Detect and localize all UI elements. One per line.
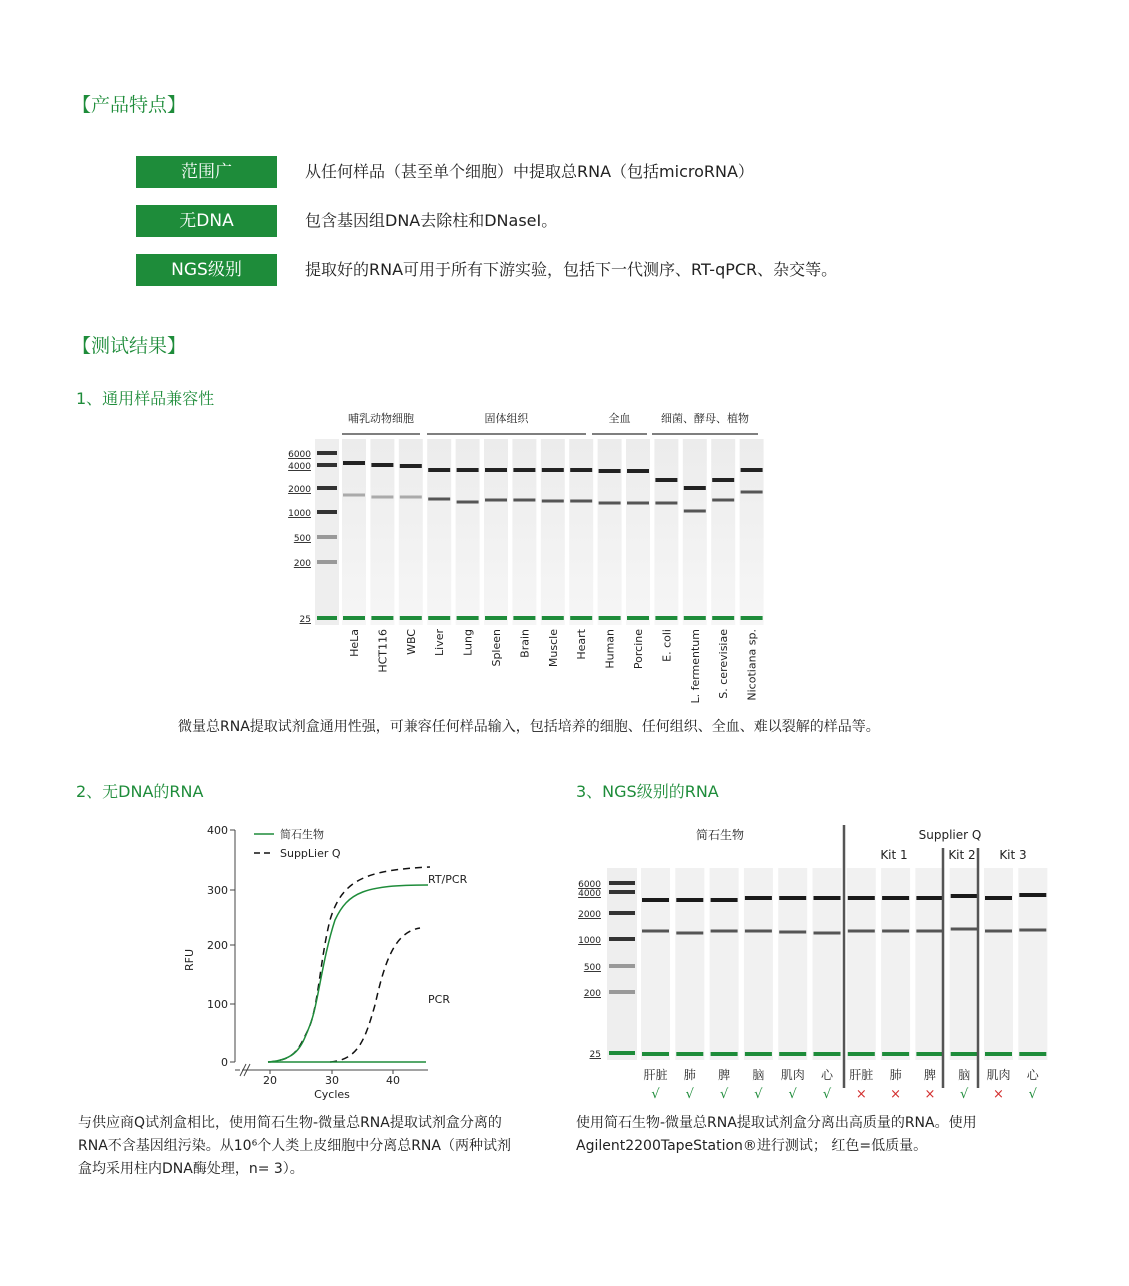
section-title-results: 【测试结果】: [72, 335, 187, 357]
rna-band-18s: [676, 932, 703, 935]
marker-band: [916, 1052, 943, 1056]
pass-mark-icon: √: [719, 1087, 729, 1102]
ladder-size-label: 500: [293, 534, 311, 544]
ladder-size-label: 500: [583, 963, 601, 973]
marker-band: [882, 1052, 909, 1056]
rna-band-18s: [627, 502, 649, 505]
sample-lane: [626, 439, 650, 625]
lane-label: Lung: [461, 629, 475, 656]
rna-band-18s: [457, 501, 479, 504]
marker-band: [655, 616, 677, 620]
ladder-size-label: 1000: [578, 936, 601, 946]
rna-band-18s: [599, 502, 621, 505]
marker-band: [814, 1052, 841, 1056]
fail-mark-icon: ×: [890, 1087, 902, 1102]
rna-band-18s: [570, 500, 592, 503]
sample-lane: [711, 439, 735, 625]
rna-band-18s: [711, 930, 738, 933]
marker-band: [513, 616, 535, 620]
marker-band: [745, 1052, 772, 1056]
rna-band-28s: [485, 468, 507, 472]
curve-supplier-q-pcr: [330, 928, 420, 1062]
lane-label: 脾: [923, 1068, 936, 1082]
sample-lane: [512, 439, 536, 625]
lane-label: Muscle: [546, 629, 560, 668]
rna-band-28s: [400, 464, 422, 468]
curve-supplier-q-rtpcr: [268, 867, 430, 1062]
rna-band-18s: [779, 931, 806, 934]
rna-band-18s: [513, 499, 535, 502]
lane-label: 脾: [718, 1068, 731, 1082]
x-tick-label: 20: [263, 1074, 277, 1087]
lane-label: 肌肉: [986, 1068, 1011, 1082]
fail-mark-icon: ×: [855, 1087, 867, 1102]
rna-band-28s: [985, 896, 1012, 900]
sample-lane: [641, 868, 670, 1060]
marker-band: [428, 616, 450, 620]
lane-label: 心: [1026, 1068, 1039, 1082]
ladder-band: [609, 990, 635, 994]
annotation-pcr: PCR: [428, 993, 450, 1006]
section-title-features: 【产品特点】: [72, 94, 187, 116]
sample-lane: [683, 439, 707, 625]
pass-mark-icon: √: [960, 1087, 969, 1102]
kit-label: Kit 1: [880, 848, 908, 862]
sample-lane: [342, 439, 366, 625]
ladder-size-label: 6000: [288, 450, 311, 460]
sample-lane: [484, 439, 508, 625]
marker-band: [779, 1052, 806, 1056]
lane-label: Human: [603, 629, 617, 669]
lane-label: Heart: [575, 629, 589, 660]
ladder-band: [317, 486, 337, 490]
y-tick-label: 300: [207, 884, 228, 897]
y-tick-label: 100: [207, 998, 228, 1011]
rna-band-18s: [882, 930, 909, 933]
rna-band-18s: [712, 499, 734, 502]
x-tick-label: 30: [325, 1074, 339, 1087]
marker-band: [684, 616, 706, 620]
y-tick-label: 400: [207, 824, 228, 837]
kit-label: Kit 3: [999, 848, 1027, 862]
ladder-band: [317, 510, 337, 514]
rna-band-28s: [916, 896, 943, 900]
y-tick-label: 200: [207, 939, 228, 952]
ladder-size-label: 2000: [578, 910, 601, 920]
marker-band: [676, 1052, 703, 1056]
fail-mark-icon: ×: [924, 1087, 936, 1102]
marker-band: [951, 1052, 978, 1056]
x-tick-label: 40: [386, 1074, 400, 1087]
ladder-band: [609, 911, 635, 915]
kit-label: Kit 2: [948, 848, 976, 862]
gel-image-ngs: [570, 820, 1055, 1110]
rna-band-18s: [542, 500, 564, 503]
lane-label: 脑: [958, 1068, 971, 1082]
feature-desc-range: 从任何样品（甚至单个细胞）中提取总RNA（包括microRNA）: [305, 162, 754, 181]
pass-mark-icon: √: [1028, 1087, 1037, 1102]
lane-label: 肌肉: [780, 1068, 805, 1082]
group-label-jianshi: 简石生物: [695, 828, 745, 842]
ladder-size-label: 25: [299, 615, 311, 625]
rna-band-18s: [684, 510, 706, 513]
marker-band: [570, 616, 592, 620]
feature-desc-dna-free: 包含基因组DNA去除柱和DNaseI。: [305, 211, 558, 230]
ladder-size-label: 6000: [578, 880, 601, 890]
rna-band-28s: [343, 461, 365, 465]
qpcr-chart: [180, 820, 480, 1105]
ladder-band: [317, 560, 337, 564]
ladder-size-label: 4000: [288, 462, 311, 472]
marker-band: [343, 616, 365, 620]
lane-label: S. cerevisiae: [717, 629, 731, 699]
lane-label: WBC: [404, 629, 418, 655]
ladder-size-label: 1000: [288, 509, 311, 519]
rna-band-18s: [371, 496, 393, 499]
rna-band-28s: [457, 468, 479, 472]
marker-band: [985, 1052, 1012, 1056]
rna-band-18s: [951, 928, 978, 931]
rna-band-18s: [916, 930, 943, 933]
caption-line: 盒均采用柱内DNA酶处理，n= 3）。: [78, 1161, 304, 1177]
lane-label: Brain: [518, 629, 532, 658]
marker-band: [599, 616, 621, 620]
subsection-title-ngs: 3、NGS级别的RNA: [576, 782, 719, 801]
rna-band-18s: [485, 499, 507, 502]
rna-band-28s: [371, 463, 393, 467]
subsection-title-dna-free: 2、无DNA的RNA: [76, 782, 204, 801]
rna-band-28s: [741, 468, 763, 472]
rna-band-18s: [343, 494, 365, 497]
lane-label: L. fermentum: [688, 629, 702, 704]
marker-band: [642, 1052, 669, 1056]
pass-mark-icon: √: [651, 1087, 660, 1102]
fail-mark-icon: ×: [993, 1087, 1004, 1102]
rna-band-18s: [400, 496, 422, 499]
lane-label: Porcine: [632, 629, 645, 670]
rna-band-18s: [814, 932, 841, 935]
marker-band: [741, 616, 763, 620]
subsection-title-compat: 1、通用样品兼容性: [76, 389, 215, 408]
marker-band: [627, 616, 649, 620]
feature-label-ngs: NGS级别: [136, 254, 277, 286]
ladder-size-label: 4000: [578, 889, 601, 899]
rna-band-28s: [676, 898, 703, 902]
lane-label: 心: [820, 1068, 834, 1082]
legend-label-supplier-q: SuppLier Q: [280, 847, 341, 860]
lane-label: HCT116: [376, 629, 390, 673]
pass-mark-icon: √: [685, 1087, 694, 1102]
lane-label: Spleen: [490, 629, 503, 667]
caption-dna-free: [78, 1112, 558, 1181]
caption-line: Agilent2200TapeStation®进行测试； 红色=低质量。: [576, 1138, 928, 1154]
rna-band-28s: [542, 468, 564, 472]
rna-band-18s: [655, 502, 677, 505]
sample-lane: [675, 868, 704, 1060]
lane-label: Liver: [433, 629, 447, 656]
caption-line: 与供应商Q试剂盒相比，使用简石生物-微量总RNA提取试剂盒分离的: [78, 1115, 502, 1131]
caption-ngs: [576, 1112, 1056, 1158]
caption-line: RNA不含基因组污染。从10⁶个人类上皮细胞中分离总RNA（两种试剂: [78, 1138, 511, 1154]
ladder-size-label: 200: [583, 989, 601, 999]
sample-lane: [569, 439, 593, 625]
marker-band: [848, 1052, 875, 1056]
feature-label-dna-free: 无DNA: [136, 205, 277, 237]
x-axis-label: Cycles: [314, 1088, 350, 1101]
caption-compat: 微量总RNA提取试剂盒通用性强，可兼容任何样品输入，包括培养的细胞、任何组织、全血、难以裂解的样品等。: [178, 719, 880, 735]
lane-label: 肺: [889, 1068, 902, 1082]
sample-lane: [598, 439, 622, 625]
lane-label: Nicotiana sp.: [745, 629, 759, 701]
lane-label: 肺: [683, 1068, 696, 1082]
sample-lane: [710, 868, 739, 1060]
lane-label: E. coli: [660, 629, 674, 662]
ladder-band: [317, 535, 337, 539]
sample-lane: [740, 439, 764, 625]
rna-band-18s: [848, 930, 875, 933]
lane-label: 脑: [752, 1068, 765, 1082]
ladder-band: [609, 937, 635, 941]
rna-band-18s: [985, 930, 1012, 933]
rna-band-28s: [882, 896, 909, 900]
rna-band-28s: [570, 468, 592, 472]
rna-band-28s: [684, 486, 706, 490]
group-label: 细菌、酵母、植物: [661, 412, 749, 425]
ladder-band: [317, 616, 337, 620]
rna-band-28s: [712, 478, 734, 482]
rna-band-28s: [745, 896, 772, 900]
marker-band: [1019, 1052, 1046, 1056]
marker-band: [457, 616, 479, 620]
rna-band-28s: [848, 896, 875, 900]
ladder-size-label: 200: [293, 559, 311, 569]
rna-band-28s: [779, 896, 806, 900]
ladder-band: [609, 890, 635, 894]
caption-line: 使用简石生物-微量总RNA提取试剂盒分离出高质量的RNA。使用: [576, 1115, 977, 1131]
lane-label: HeLa: [348, 629, 361, 657]
ladder-band: [317, 451, 337, 455]
rna-band-28s: [599, 469, 621, 473]
ladder-band: [317, 463, 337, 467]
annotation-rt-pcr: RT/PCR: [428, 873, 468, 886]
rna-band-28s: [627, 469, 649, 473]
group-label: 全血: [608, 412, 631, 425]
y-axis-label: RFU: [183, 948, 196, 972]
marker-band: [485, 616, 507, 620]
feature-desc-ngs: 提取好的RNA可用于所有下游实验，包括下一代测序、RT-qPCR、杂交等。: [305, 260, 838, 279]
pass-mark-icon: √: [822, 1087, 832, 1102]
ladder-size-label: 2000: [288, 485, 311, 495]
rna-band-18s: [1019, 929, 1046, 932]
rna-band-18s: [745, 930, 772, 933]
rna-band-28s: [642, 898, 669, 902]
ladder-band: [609, 881, 635, 885]
group-label-supplier-q: Supplier Q: [918, 828, 982, 842]
marker-band: [400, 616, 422, 620]
marker-band: [542, 616, 564, 620]
rna-band-18s: [741, 491, 763, 494]
rna-band-28s: [655, 478, 677, 482]
group-label: 哺乳动物细胞: [348, 412, 414, 425]
legend-label-jianshi: 简石生物: [280, 828, 324, 841]
ladder-size-label: 25: [589, 1050, 601, 1060]
marker-band: [371, 616, 393, 620]
curve-jianshi-rtpcr: [268, 885, 428, 1062]
rna-band-18s: [642, 930, 669, 933]
y-tick-label: 0: [221, 1056, 228, 1069]
rna-band-28s: [1019, 893, 1046, 897]
ladder-band: [609, 964, 635, 968]
rna-band-18s: [428, 498, 450, 501]
rna-band-28s: [951, 894, 978, 898]
sample-lane: [427, 439, 451, 625]
pass-mark-icon: √: [754, 1087, 763, 1102]
sample-lane: [541, 439, 565, 625]
lane-label: 肝脏: [849, 1068, 874, 1082]
group-label: 固体组织: [484, 412, 529, 425]
rna-band-28s: [711, 898, 738, 902]
ladder-band: [609, 1051, 635, 1055]
lane-label: 肝脏: [643, 1068, 668, 1082]
sample-lane: [654, 439, 678, 625]
gel-image-compatibility: [280, 405, 780, 710]
feature-label-range: 范围广: [136, 156, 277, 188]
sample-lane: [456, 439, 480, 625]
rna-band-28s: [513, 468, 535, 472]
rna-band-28s: [428, 468, 450, 472]
rna-band-28s: [814, 896, 841, 900]
marker-band: [711, 1052, 738, 1056]
pass-mark-icon: √: [788, 1087, 797, 1102]
marker-band: [712, 616, 734, 620]
